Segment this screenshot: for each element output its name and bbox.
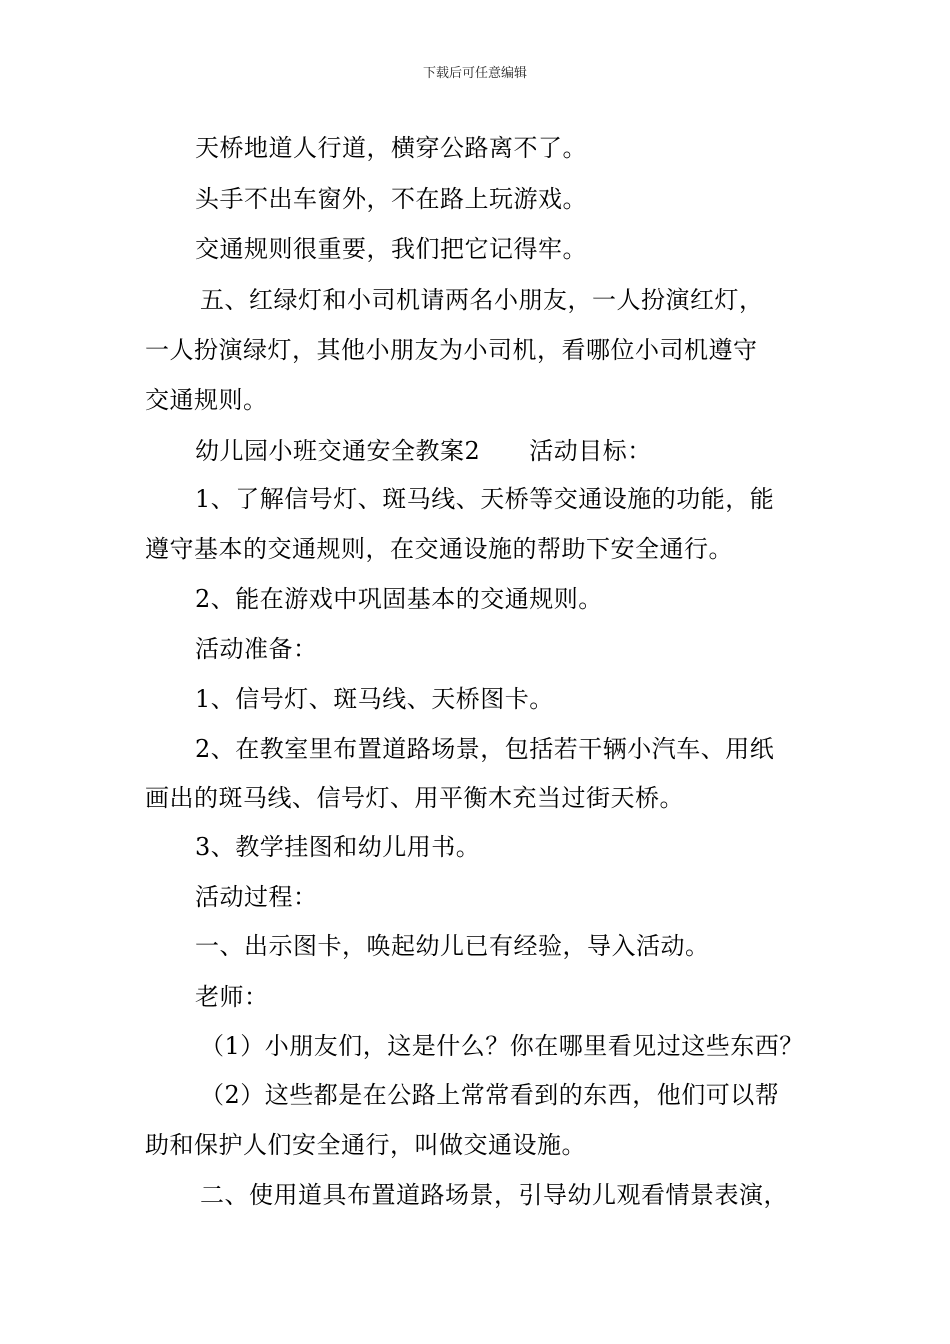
text-line: 天桥地道人行道，横穿公路离不了。	[195, 134, 587, 162]
text-line: 遵守基本的交通规则，在交通设施的帮助下安全通行。	[145, 535, 733, 563]
text-line: 一、出示图卡，唤起幼儿已有经验，导入活动。	[195, 932, 710, 960]
text-line: 助和保护人们安全通行，叫做交通设施。	[145, 1131, 586, 1159]
text-line: 1、信号灯、斑马线、天桥图卡。	[195, 685, 554, 713]
text-line: 幼儿园小班交通安全教案2 活动目标：	[195, 437, 652, 465]
text-line: （2）这些都是在公路上常常看到的东西，他们可以帮	[200, 1081, 780, 1109]
text-line: 3、教学挂图和幼儿用书。	[195, 833, 481, 861]
text-line: 五、红绿灯和小司机请两名小朋友，一人扮演红灯，	[200, 286, 764, 314]
page-header: 下载后可任意编辑	[422, 66, 527, 81]
text-line: 2、能在游戏中巩固基本的交通规则。	[195, 585, 603, 613]
text-line: （1）小朋友们，这是什么？你在哪里看见过这些东西？	[200, 1032, 804, 1060]
text-line: 2、在教室里布置道路场景，包括若干辆小汽车、用纸	[195, 735, 775, 763]
text-line: 一人扮演绿灯，其他小朋友为小司机，看哪位小司机遵守	[145, 336, 758, 364]
text-line: 交通规则。	[145, 386, 268, 414]
text-line: 1、了解信号灯、斑马线、天桥等交通设施的功能，能	[195, 485, 775, 513]
text-line: 活动过程：	[195, 883, 318, 911]
text-line: 二、使用道具布置道路场景，引导幼儿观看情景表演，	[200, 1181, 788, 1209]
text-line: 交通规则很重要，我们把它记得牢。	[195, 235, 587, 263]
text-line: 画出的斑马线、信号灯、用平衡木充当过街天桥。	[145, 784, 684, 812]
text-line: 头手不出车窗外，不在路上玩游戏。	[195, 185, 587, 213]
text-line: 活动准备：	[195, 635, 318, 663]
text-line: 老师：	[195, 983, 269, 1011]
